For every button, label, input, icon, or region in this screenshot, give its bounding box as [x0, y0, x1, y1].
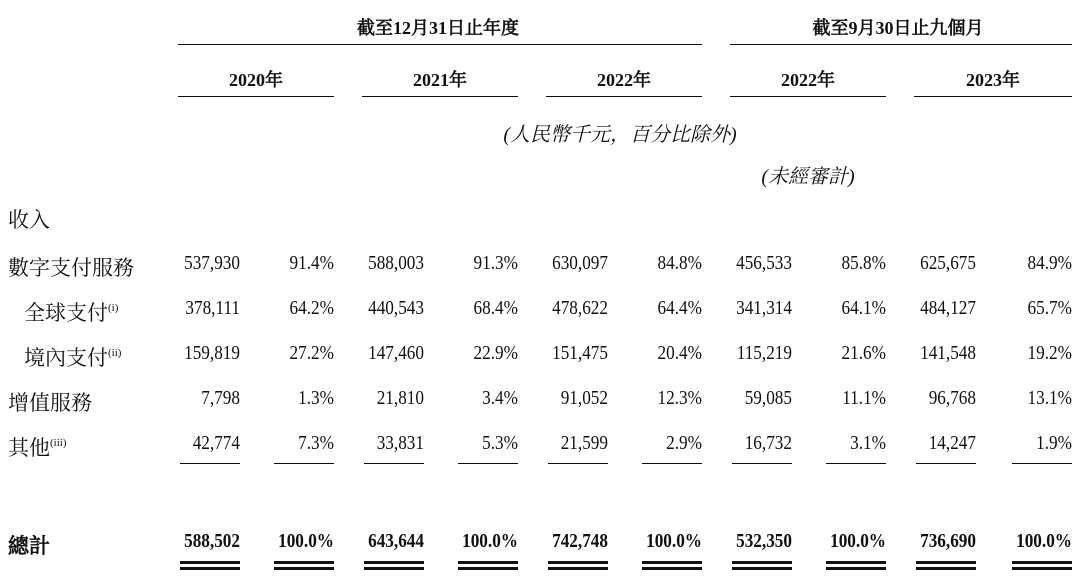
percent-cell: 13.1% — [1027, 387, 1072, 409]
unaudited-note: (未經審計) — [761, 166, 855, 188]
amount-cell: 440,543 — [368, 297, 424, 319]
percent-cell: 12.3% — [657, 387, 702, 409]
row-label-others: 其他$^{(iii)}$ — [8, 436, 67, 460]
subtotal-rule — [548, 463, 608, 464]
percent-cell: 22.9% — [473, 342, 518, 364]
amount-cell: 341,314 — [736, 297, 792, 319]
percent-cell: 91.3% — [473, 252, 518, 274]
year-rule-1 — [178, 96, 334, 97]
percent-cell: 1.3% — [298, 387, 334, 409]
total-double-rule — [458, 561, 518, 570]
total-double-rule — [916, 561, 976, 570]
percent-cell: 64.1% — [841, 297, 886, 319]
header-group-nine-months: 截至9月30日止九個月 — [812, 18, 984, 38]
subtotal-rule — [458, 463, 518, 464]
percent-cell: 27.2% — [289, 342, 334, 364]
total-percent-cell: 100.0% — [278, 530, 334, 552]
subtotal-rule — [274, 463, 334, 464]
amount-cell: 14,247 — [928, 432, 976, 454]
year-header-3: 2022年 — [597, 70, 651, 90]
percent-cell: 7.3% — [298, 432, 334, 454]
amount-cell: 91,052 — [560, 387, 608, 409]
total-double-rule — [364, 561, 424, 570]
section-label-revenue: 收入 — [8, 208, 50, 232]
year-rule-4 — [730, 96, 886, 97]
amount-cell: 147,460 — [368, 342, 424, 364]
header-group-year-ended-rule — [178, 44, 702, 45]
amount-cell: 537,930 — [184, 252, 240, 274]
row-label-total: 總計 — [8, 534, 50, 558]
row-label-digital-payment: 數字支付服務 — [8, 256, 134, 280]
total-percent-cell: 100.0% — [830, 530, 886, 552]
percent-cell: 5.3% — [482, 432, 518, 454]
total-double-rule — [826, 561, 886, 570]
header-group-year-ended: 截至12月31日止年度 — [357, 18, 519, 38]
row-label-domestic-payment: 境內支付$^{(ii)}$ — [24, 346, 122, 370]
subtotal-rule — [180, 463, 240, 464]
percent-cell: 21.6% — [841, 342, 886, 364]
percent-cell: 3.4% — [482, 387, 518, 409]
footnote-marker: (i) — [108, 302, 119, 314]
total-double-rule — [548, 561, 608, 570]
amount-cell: 141,548 — [920, 342, 976, 364]
total-double-rule — [180, 561, 240, 570]
total-amount-cell: 736,690 — [920, 530, 976, 552]
amount-cell: 21,599 — [560, 432, 608, 454]
amount-cell: 115,219 — [736, 342, 792, 364]
total-double-rule — [274, 561, 334, 570]
total-percent-cell: 100.0% — [646, 530, 702, 552]
percent-cell: 91.4% — [289, 252, 334, 274]
amount-cell: 96,768 — [928, 387, 976, 409]
row-label-value-added: 增值服務 — [8, 391, 92, 415]
total-amount-cell: 643,644 — [368, 530, 424, 552]
percent-cell: 65.7% — [1027, 297, 1072, 319]
year-rule-5 — [914, 96, 1072, 97]
amount-cell: 378,111 — [185, 297, 240, 319]
amount-cell: 21,810 — [376, 387, 424, 409]
subtotal-rule — [1012, 463, 1072, 464]
amount-cell: 456,533 — [736, 252, 792, 274]
total-percent-cell: 100.0% — [1016, 530, 1072, 552]
subtotal-rule — [642, 463, 702, 464]
total-amount-cell: 742,748 — [552, 530, 608, 552]
amount-cell: 16,732 — [744, 432, 792, 454]
year-rule-2 — [362, 96, 518, 97]
percent-cell: 68.4% — [473, 297, 518, 319]
percent-cell: 84.8% — [657, 252, 702, 274]
total-double-rule — [732, 561, 792, 570]
amount-cell: 484,127 — [920, 297, 976, 319]
percent-cell: 11.1% — [842, 387, 886, 409]
unit-note: (人民幣千元，百分比除外) — [503, 124, 737, 146]
subtotal-rule — [826, 463, 886, 464]
total-amount-cell: 588,502 — [184, 530, 240, 552]
footnote-marker: (iii) — [50, 437, 67, 449]
amount-cell: 478,622 — [552, 297, 608, 319]
total-amount-cell: 532,350 — [736, 530, 792, 552]
amount-cell: 33,831 — [376, 432, 424, 454]
amount-cell: 42,774 — [192, 432, 240, 454]
total-double-rule — [1012, 561, 1072, 570]
year-header-1: 2020年 — [229, 70, 283, 90]
year-header-4: 2022年 — [781, 70, 835, 90]
subtotal-rule — [916, 463, 976, 464]
total-double-rule — [642, 561, 702, 570]
percent-cell: 85.8% — [841, 252, 886, 274]
percent-cell: 1.9% — [1036, 432, 1072, 454]
year-header-2: 2021年 — [413, 70, 467, 90]
row-label-global-payment: 全球支付$^{(i)}$ — [24, 301, 119, 325]
percent-cell: 2.9% — [666, 432, 702, 454]
amount-cell: 630,097 — [552, 252, 608, 274]
percent-cell: 3.1% — [850, 432, 886, 454]
footnote-marker: (ii) — [108, 347, 122, 359]
percent-cell: 64.2% — [289, 297, 334, 319]
amount-cell: 625,675 — [920, 252, 976, 274]
total-percent-cell: 100.0% — [462, 530, 518, 552]
percent-cell: 20.4% — [657, 342, 702, 364]
percent-cell: 64.4% — [657, 297, 702, 319]
subtotal-rule — [364, 463, 424, 464]
percent-cell: 84.9% — [1027, 252, 1072, 274]
amount-cell: 151,475 — [552, 342, 608, 364]
amount-cell: 59,085 — [744, 387, 792, 409]
amount-cell: 7,798 — [201, 387, 240, 409]
amount-cell: 588,003 — [368, 252, 424, 274]
header-group-nine-months-rule — [730, 44, 1072, 45]
year-header-5: 2023年 — [966, 70, 1020, 90]
amount-cell: 159,819 — [184, 342, 240, 364]
percent-cell: 19.2% — [1027, 342, 1072, 364]
subtotal-rule — [732, 463, 792, 464]
year-rule-3 — [546, 96, 702, 97]
